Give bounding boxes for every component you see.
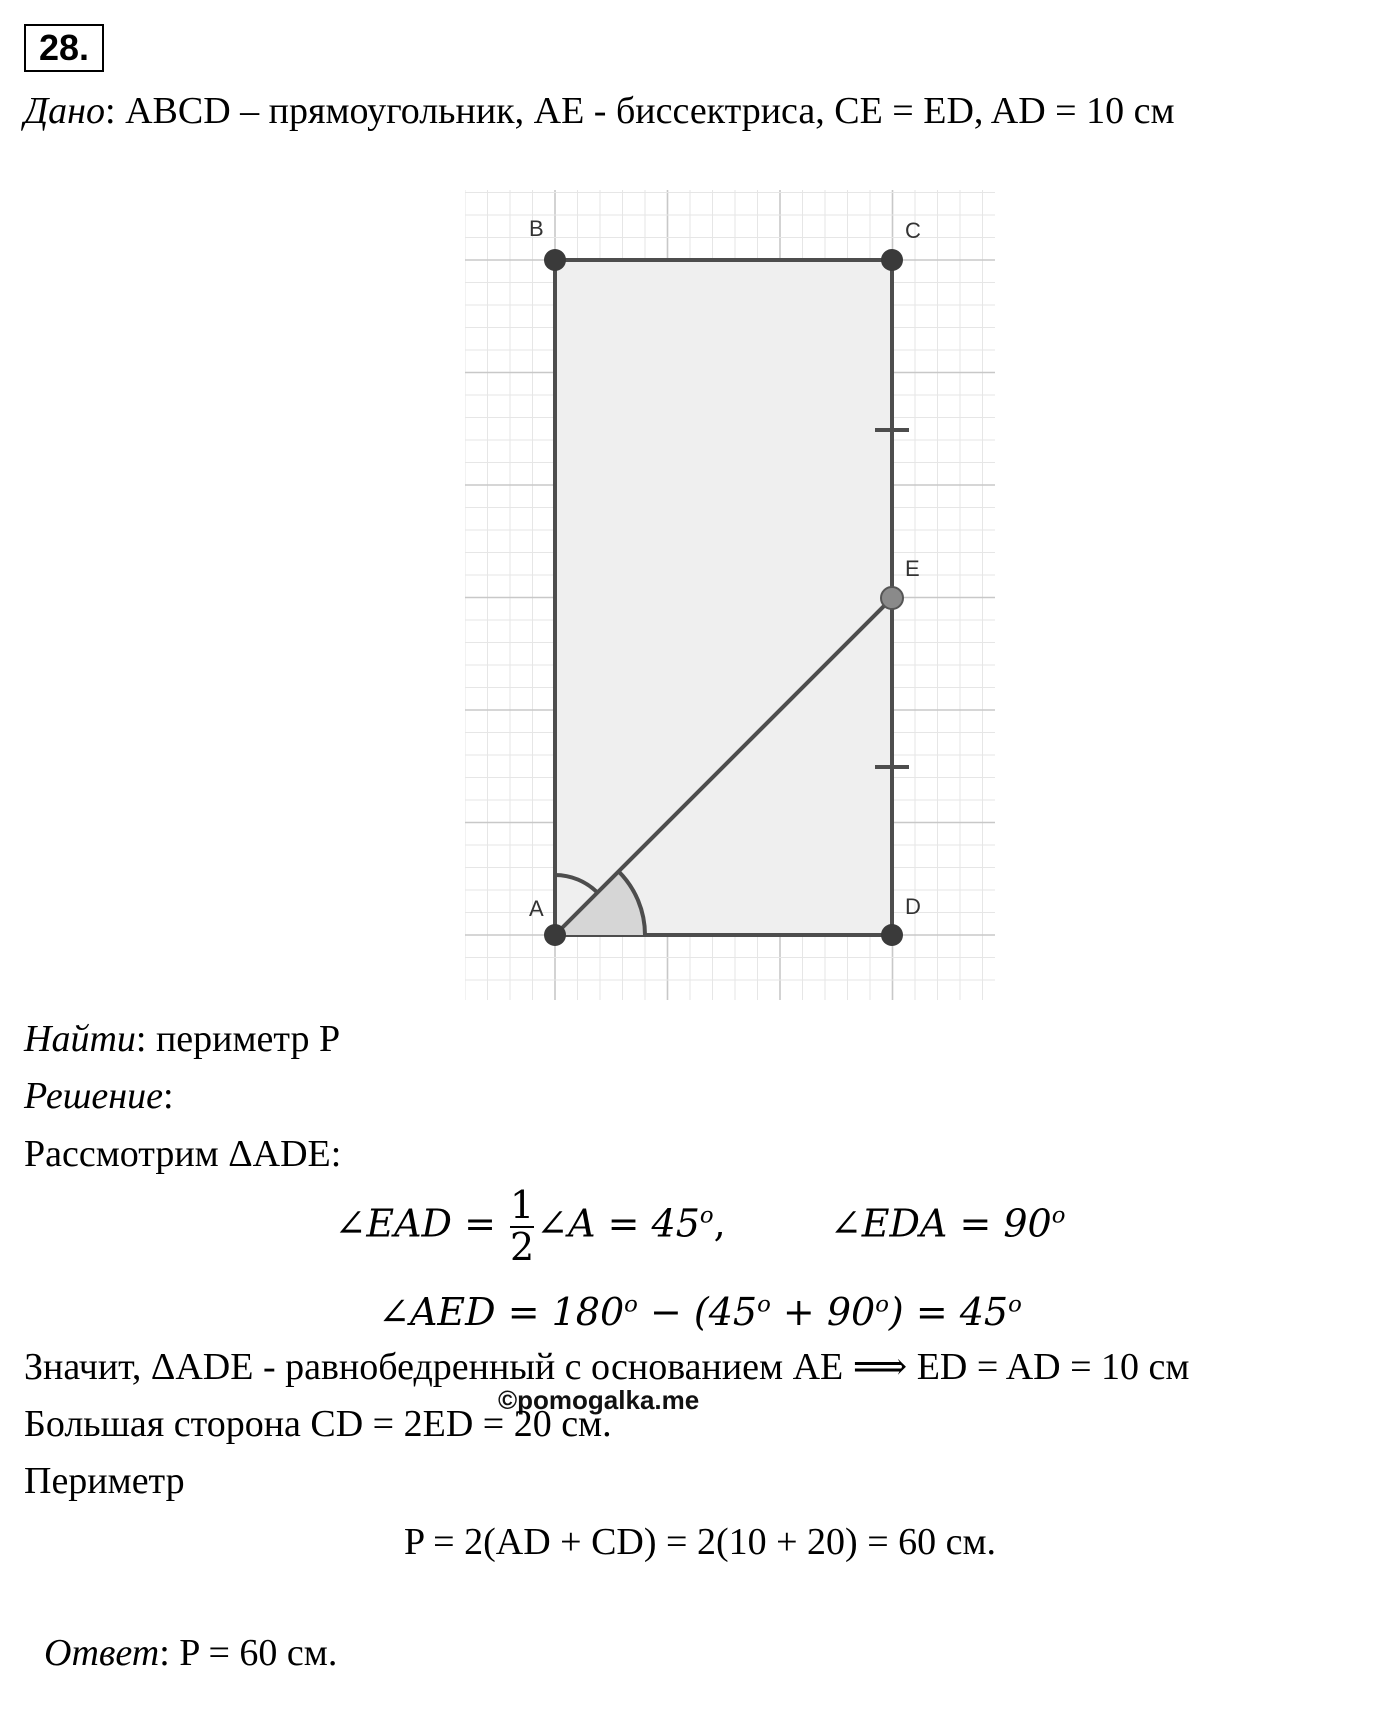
eq1-sep: , xyxy=(713,1201,726,1246)
given-line xyxy=(24,90,1175,134)
point-a xyxy=(544,924,566,946)
eq2-deg3: o xyxy=(875,1291,889,1318)
eq1-left: ∠EAD = xyxy=(334,1201,496,1246)
answer-text: : P = 60 см. xyxy=(159,1632,338,1674)
eq1-mid: ∠A = 45 xyxy=(536,1201,700,1246)
watermark: ©pomogalka.me xyxy=(498,1385,700,1415)
point-d xyxy=(881,924,903,946)
eq1-degree-2: o xyxy=(1051,1202,1066,1229)
fraction-denominator: 2 xyxy=(510,1224,535,1269)
given-text: : ABCD – прямоугольник, AE - биссектриса, CE = ED, AD = 10 см xyxy=(105,90,1175,132)
label-b: B xyxy=(529,216,544,241)
label-d: D xyxy=(905,894,921,919)
larger-side-line: Большая сторона CD = 2ED = 20 см. xyxy=(24,1403,612,1445)
point-b xyxy=(544,249,566,271)
fraction-numerator: 1 xyxy=(510,1183,535,1227)
eq2-part2: − (45 xyxy=(637,1290,758,1334)
point-c xyxy=(881,249,903,271)
find-label: Найти xyxy=(24,1018,136,1060)
equation-aed xyxy=(0,1290,1400,1334)
given-label: Дано xyxy=(24,90,106,132)
point-e xyxy=(881,587,903,609)
equation-angles xyxy=(0,1183,1400,1269)
problem-number: 28. xyxy=(24,24,104,72)
answer-line xyxy=(44,1632,337,1676)
perimeter-equation: P = 2(AD + CD) = 2(10 + 20) = 60 см. xyxy=(403,1521,997,1563)
label-c: C xyxy=(905,218,921,243)
eq2-deg4: o xyxy=(1008,1291,1022,1318)
eq1-degree-1: o xyxy=(699,1202,714,1229)
conclusion-line: Значит, ΔADE - равнобедренный с основанием AE ⟹ ED = AD = 10 см xyxy=(24,1346,1190,1388)
solution-label: Решение xyxy=(24,1075,163,1117)
perimeter-label: Периметр xyxy=(24,1460,185,1502)
eq2-part3: + 90 xyxy=(770,1290,876,1334)
rectangle-abcd xyxy=(555,260,892,935)
eq2-deg2: o xyxy=(757,1291,771,1318)
find-text: : периметр P xyxy=(135,1018,341,1060)
find-line xyxy=(24,1018,340,1062)
eq2-part4: ) = 45 xyxy=(888,1290,1009,1334)
consider-line: Рассмотрим ΔADE: xyxy=(24,1133,342,1175)
solution-colon: : xyxy=(162,1075,174,1117)
eq1-right: ∠EDA = 90 xyxy=(829,1201,1052,1246)
label-a: A xyxy=(529,896,544,921)
rectangle-diagram xyxy=(465,190,995,1000)
answer-label: Ответ xyxy=(44,1632,160,1674)
fraction-half xyxy=(510,1183,535,1269)
eq2-part1: ∠AED = 180 xyxy=(378,1290,625,1334)
eq2-deg1: o xyxy=(624,1291,638,1318)
solution-line xyxy=(24,1075,174,1119)
label-e: E xyxy=(905,556,920,581)
